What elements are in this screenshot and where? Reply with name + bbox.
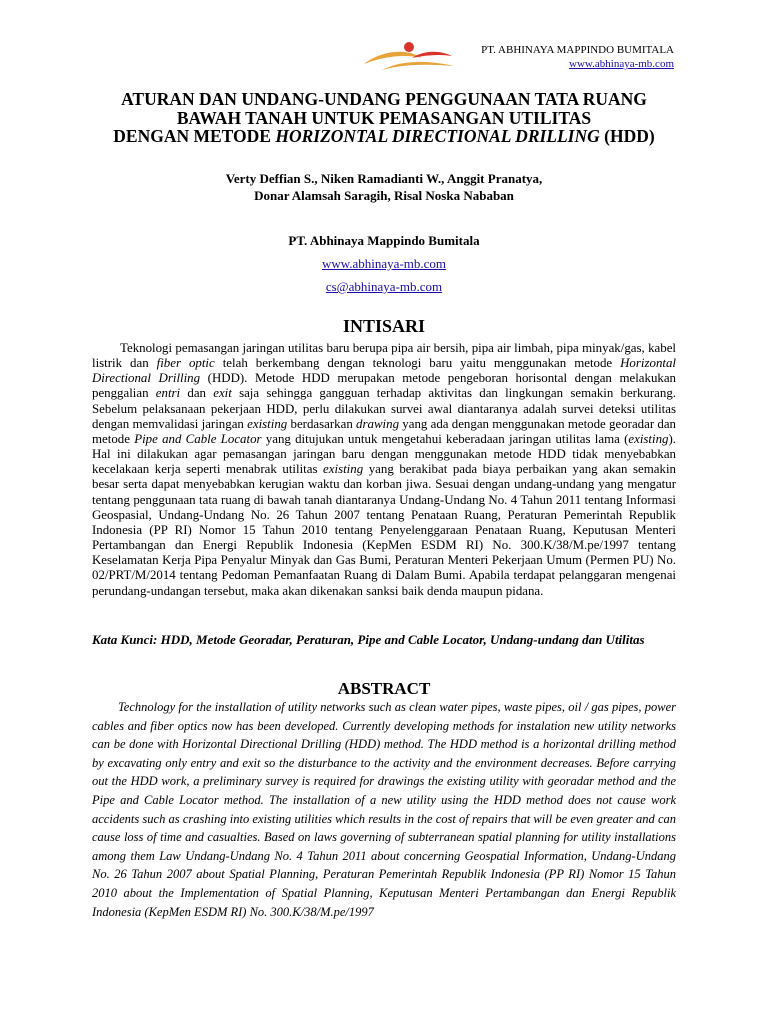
intisari-italic: existing bbox=[247, 416, 288, 431]
intisari-italic: Pipe and Cable Locator bbox=[134, 431, 262, 446]
intisari-italic: existing bbox=[628, 431, 669, 446]
title-line-3-prefix: DENGAN METODE bbox=[113, 126, 276, 146]
intisari-text: telah berkembang dengan teknologi baru yaitu menggunakan metode bbox=[214, 356, 621, 371]
intisari-text: dan bbox=[180, 386, 214, 401]
intisari-italic: existing bbox=[323, 462, 364, 477]
company-logo bbox=[362, 40, 456, 72]
intisari-italic: fiber optic bbox=[156, 356, 215, 371]
title-line-2: BAWAH TANAH UNTUK PEMASANGAN UTILITAS bbox=[176, 107, 592, 128]
title-line-3 bbox=[40, 127, 728, 146]
title-line-3-suffix: (HDD) bbox=[599, 126, 655, 146]
intisari-text: saja sehingga gangguan terhadap aktivitas dan lingkungan semakin berkurang. Sebelum pelaksanaan pekerjaan HDD, perlu dilakukan survei awal diantaranya adalah survei deteksi utilitas dengan memvalidasi jaringan bbox=[92, 386, 676, 431]
intisari-italic: Horizontal Directional Drilling bbox=[92, 356, 676, 386]
intisari-paragraph bbox=[92, 341, 676, 599]
intisari-text: berdasarkan bbox=[287, 416, 357, 431]
intisari-text: Teknologi pemasangan jaringan utilitas baru berupa pipa air bersih, pipa air limbah, pipa minyak/gas, kabel listrik dan bbox=[92, 341, 676, 371]
intisari-heading: INTISARI bbox=[342, 316, 426, 336]
header-website-link[interactable]: www.abhinaya-mb.com bbox=[569, 58, 674, 70]
abstract-heading: ABSTRACT bbox=[337, 679, 431, 698]
logo-swoosh-orange-lower bbox=[382, 62, 454, 70]
intisari-text: yang ada dengan menggunakan metode georadar dan metode bbox=[92, 416, 676, 446]
intisari-text: yang berakibat pada biaya perbaikan yang akan semakin besar serta dapat menyebabkan kerugian waktu dan korban jiwa. Sesuai dengan undang-undang yang mengatur tentang penggunaan tata ruang di bawah tanah diantaranya Undang-Undang No. 4 Tahun 2011 tentang Informasi Geospasial, Undang-Undang No. 26 Tahun 2007 tentang Penataan Ruang, Peraturan Pemerintah Republik Indonesia (PP RI) Nomor 15 Tahun 2010 tentang Penyelenggaraan Penataan Ruang, Keputusan Menteri Pertambangan dan Energi Republik Indonesia (KepMen ESDM RI) No. 300.K/38/M.pe/1997 tentang Keselamatan Kerja Pipa Penyalur Minyak dan Gas Bumi, Peraturan Menteri Pekerjaan Umum (Permen PU) No. 02/PRT/M/2014 tentang Pedoman Pemanfaatan Ruang di Dalam Bumi. Apabila terdapat pelanggaran mengenai perundang-undangan tersebut, maka akan dikenakan sanksi baik denda maupun pidana. bbox=[92, 462, 676, 598]
email-link[interactable]: cs@abhinaya-mb.com bbox=[325, 279, 443, 294]
title-line-3-italic: HORIZONTAL DIRECTIONAL DRILLING bbox=[275, 126, 600, 146]
logo-dot bbox=[404, 42, 414, 52]
intisari-text: yang ditujukan untuk mengetahui keberadaan jaringan utilitas lama ( bbox=[261, 431, 629, 446]
intisari-italic: drawing bbox=[356, 416, 400, 431]
header-company-block bbox=[481, 43, 674, 71]
header-company-name: PT. ABHINAYA MAPPINDO BUMITALA bbox=[481, 44, 674, 56]
title-line-1: ATURAN DAN UNDANG-UNDANG PENGGUNAAN TATA RUANG bbox=[121, 89, 647, 109]
author-list bbox=[40, 170, 728, 204]
keywords: Kata Kunci: HDD, Metode Georadar, Peraturan, Pipe and Cable Locator, Undang-undang dan Utilitas bbox=[92, 632, 645, 647]
authors-line-1: Verty Deffian S., Niken Ramadianti W., Anggit Pranatya, bbox=[225, 171, 543, 186]
intisari-text: ). Hal ini dilakukan agar pemasangan jaringan baru dengan menggunakan metode HDD tidak menyebabkan kecelakaan kerja seperti menabrak utilitas bbox=[92, 431, 676, 477]
authors-line-2: Donar Alamsah Saragih, Risal Noska Nababan bbox=[254, 188, 514, 203]
affiliation: PT. Abhinaya Mappindo Bumitala bbox=[288, 233, 480, 248]
intisari-italic: exit bbox=[213, 386, 232, 401]
intisari-text: (HDD). Metode HDD merupakan metode pengeboran horisontal dengan melakukan penggalian bbox=[92, 371, 676, 401]
abstract-paragraph: Technology for the installation of utility networks such as clean water pipes, waste pipes, oil / gas pipes, power cables and fiber optics now has been developed. Currently developing methods for instalation new utility networks can be done with Horizontal Directional Drilling (HDD) method. The HDD method is a horizontal drilling method by excavating only entry and exit so the disturbance to the activity and the environment decreases. Before carrying out the HDD work, a preliminary survey is required for drawings the existing utility with georadar method and the Pipe and Cable Locator method. The installation of a new utility using the HDD method does not cause work accidents such as crashing into existing utilities which results in the cost of repairs that will be even greater and can cause loss of time and casualties. Based on laws governing of subterranean spatial planning for utility installations among them Law Undang-Undang No. 4 Tahun 2011 about concerning Geospatial Information, Undang-Undang No. 26 Tahun 2007 about Spatial Planning, Peraturan Pemerintah Republik Indonesia (PP RI) Nomor 15 Tahun 2010 about the Implementation of Spatial Planning, Keputusan Menteri Pertambangan dan Energi Republik Indonesia (KepMen ESDM RI) No. 300.K/38/M.pe/1997 bbox=[92, 700, 676, 919]
paper-title bbox=[40, 90, 728, 146]
intisari-italic: entri bbox=[155, 386, 181, 401]
website-link[interactable]: www.abhinaya-mb.com bbox=[321, 256, 447, 271]
